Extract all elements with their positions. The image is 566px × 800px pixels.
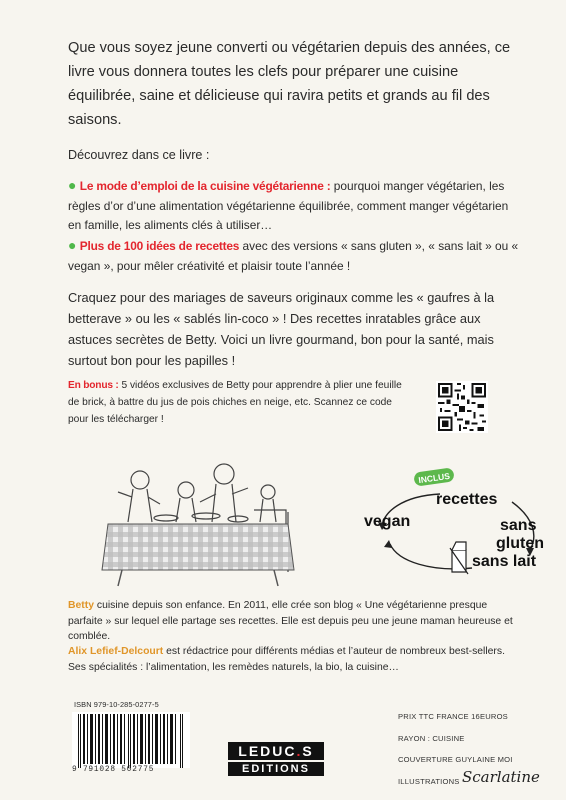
price-label: PRIX TTC FRANCE 16EUROS: [398, 712, 508, 721]
illustrations-label: ILLUSTRATIONS: [398, 777, 460, 786]
illustrator-signature: Scarlatine: [462, 768, 540, 786]
badge-tag: INCLUS: [417, 470, 451, 486]
badge-sans: sans: [500, 517, 537, 534]
badge-recettes: recettes: [436, 491, 498, 508]
qr-code-icon[interactable]: [436, 381, 488, 433]
milk-carton-icon: [450, 542, 468, 574]
intro-paragraph: Que vous soyez jeune converti ou végétarien depuis des années, ce livre vous donnera toutes les clefs pour préparer une cuisine équilibrée, saine et délicieuse qui ravira petits et grands au fil des saisons.: [68, 40, 511, 128]
bonus-label: En bonus :: [68, 380, 119, 391]
bullet-dot-icon: ●: [68, 177, 77, 193]
publisher-name: LEDUC: [238, 743, 297, 759]
publisher-line2: EDITIONS: [228, 762, 324, 776]
publisher-line1: [228, 742, 324, 760]
craquez-paragraph: Craquez pour des mariages de saveurs originaux comme les « gaufres à la betterave » ou les « sablés lin-coco » ! Des recettes inratables grâce aux astuces secrètes de Betty. Voici un livre gourmand, bon pour la santé, mais surtout bon pour les papilles !: [68, 290, 495, 368]
bullet-text: avec des versions « sans gluten », « sans lait » ou « vegan », pour mêler créativité et plaisir toute l’année !: [68, 239, 519, 273]
bio-name: Betty: [68, 600, 94, 611]
publisher-dot: .: [296, 743, 303, 759]
rayon-label: RAYON : CUISINE: [398, 734, 465, 743]
barcode-number: 9 791028 502775: [72, 766, 155, 774]
bonus-paragraph: [68, 377, 408, 428]
bonus-text: 5 vidéos exclusives de Betty pour apprendre à plier une feuille de brick, à battre du jus de pois chiches en neige, etc. Scannez ce code pour les télécharger !: [68, 380, 402, 425]
family-dinner-illustration: [88, 452, 308, 587]
couverture-label: COUVERTURE GUYLAINE MOI: [398, 755, 513, 764]
badge-vegan: vegan: [364, 513, 411, 530]
bullet-highlight: Le mode d’emploi de la cuisine végétarienne :: [79, 179, 331, 193]
publisher-s: S: [302, 743, 314, 759]
bio-betty: [68, 598, 518, 645]
discover-heading: Découvrez dans ce livre :: [68, 148, 210, 162]
bio-text: est rédactrice pour différents médias et l’auteur de nombreux best-sellers. Ses spécialités : l’alimentation, les remèdes naturels, la bio, la cuisine…: [68, 646, 505, 673]
bullet-highlight: Plus de 100 idées de recettes: [79, 239, 240, 253]
badge-gluten: gluten: [496, 535, 544, 552]
barcode-icon: [72, 712, 190, 768]
bullet-dot-icon: ●: [68, 237, 77, 253]
bio-name: Alix Lefief-Delcourt: [68, 646, 164, 657]
publisher-logo: [222, 742, 330, 778]
bullet-text: pourquoi manger végétarien, les règles d’or d’une alimentation végétarienne équilibrée, comment manger végétarien en famille, les aliments clés à utiliser…: [68, 179, 509, 232]
bio-text: cuisine depuis son enfance. En 2011, elle crée son blog « Une végétarienne presque parfaite » sur lequel elle partage ses recettes. Elle est depuis peu une jeune maman heureuse et comblée.: [68, 600, 513, 642]
isbn-label: ISBN 979-10-285-0277-5: [74, 700, 159, 709]
badge-sans-lait: sans lait: [472, 553, 537, 570]
bio-alix: [68, 644, 518, 675]
bullet-recettes: [68, 236, 523, 276]
bullet-mode-emploi: [68, 176, 523, 236]
inclus-badge: [362, 468, 550, 578]
